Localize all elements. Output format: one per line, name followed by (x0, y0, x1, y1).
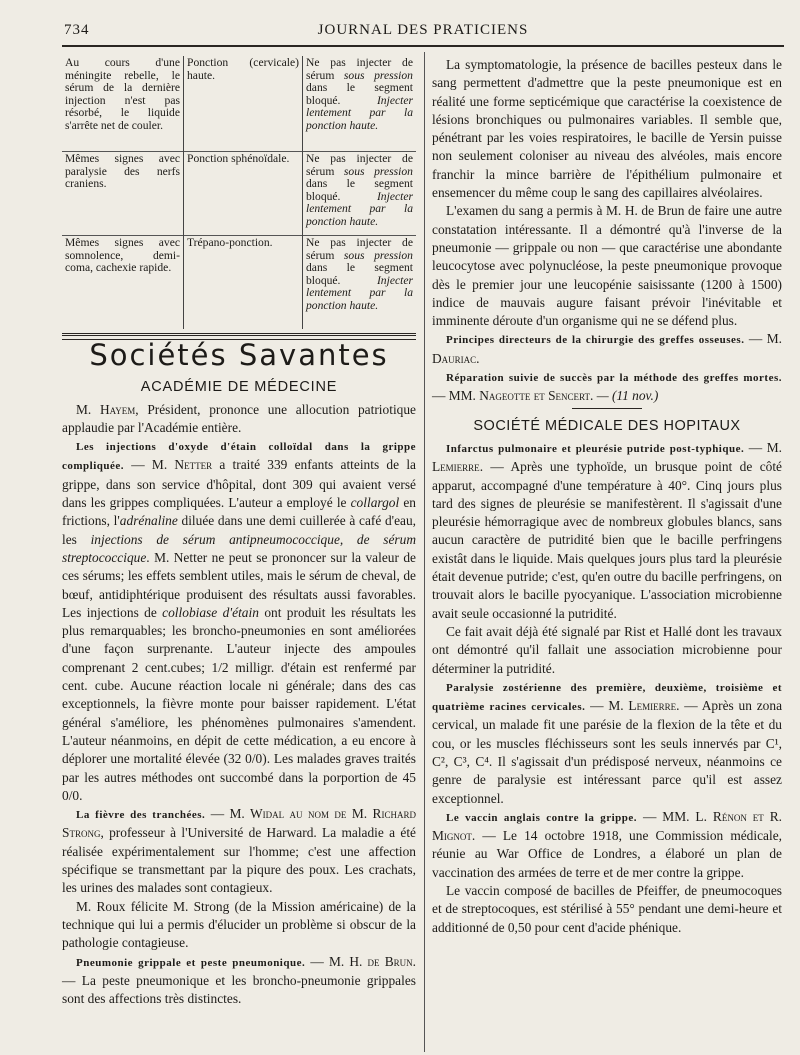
advice-text: dans le segment bloqué. (306, 177, 413, 203)
article-title: Principes directeurs de la chirurgie des greffes osseuses. (446, 334, 745, 347)
table-cell-symptom: Mêmes signes avec somnolence, demi-coma, cachexie rapide. (65, 236, 180, 275)
article-paragraph: Ce fait avait déjà été signalé par Rist et Hallé dont les travaux ont démontré qu'il fallait une association microbienne pour déterminer la putridité. (432, 623, 782, 676)
table-cell-symptom: Mêmes signes avec paralysie des nerfs craniens. (65, 152, 180, 191)
article-title: Pneumonie grippale et peste pneumonique. (76, 956, 306, 969)
paragraph-text: . — Après une typhoïde, un brusque point de côté apparut, accompagné d'une température à 40°. Cinq jours plus tard des signes de pleurésie se manifestèrent. Il s'agissait d'une pleurésie hémorragique avec de nombreux globules blancs, sans aucun caractère de putridité bien que le bacille perfringens existât dans le liquide. Mais quelques jours plus tard la pleurésie était devenue putride; c'est, qu'en outre du bacille perfringens, on trouvait alors le bacille pyocyanique. L'association microbienne avait seule occasionné la putridité. (432, 459, 782, 621)
article-author: — M. Lemierre (432, 439, 782, 475)
italic-term: collargol (350, 495, 400, 511)
paragraph-text: en frictions, l' (62, 495, 416, 529)
article-paragraph (432, 808, 782, 882)
hopitaux-heading: SOCIÉTÉ MÉDICALE DES HOPITAUX (473, 417, 741, 434)
advice-text: dans le segment bloqué. (306, 261, 413, 287)
advice-text: Ne pas injecter de sérum (306, 152, 413, 178)
article-paragraph (62, 437, 416, 805)
table-cell-puncture: Ponction (cervicale) haute. (187, 56, 299, 82)
table-cell-advice (303, 56, 417, 152)
paragraph-text: . — Après un zona cervical, un malade fit une parésie de la flexion de la tête et du cou, or les muscles fléchisseurs sont les seuls innervés par C¹, C², C³, C⁴. Il s'agissait d'un prédisposé nerveux, néanmoins ce genre de paralysie est intéressant parce qu'il est assez exceptionnel. (432, 698, 783, 806)
advice-italic: Injecter lentement par la ponction haute. (306, 189, 413, 228)
article-paragraph: La symptomatologie, la présence de bacilles pesteux dans le sang permettent d'admettre que la peste pneumonique est en réalité une forme septicémique que caractérise la coexistence de lésions bronchiques ou pulmonaires variables. Il semble que, pénétrant par les voies respiratoires, le bacille de Yersin puisse non seulement coloniser au niveau des alvéoles, mais encore franchir la mince barrière de l'épithélium pulmonaire et ensemencer du même coup le sang des capillaires alvéolaires. (432, 57, 782, 201)
table-cell-symptom: Au cours d'une méningite rebelle, le sérum de la dernière injection n'est pas résorbé, le liquide s'arrête net de couler. (65, 56, 180, 132)
paragraph-text: , professeur à l'Université de Harward. La maladie a été réalisée expérimentalement sur l'homme; c'est une affection spécifique se transmettant par la piqure des poux. Les crachats, les urines des malades sont contagieux. (62, 825, 416, 896)
article-author: — MM. Nageotte et Sencert. (432, 388, 594, 404)
italic-term: collobiase d'étain (162, 604, 259, 620)
paragraph-text: , Président, prononce une allocution patriotique applaudie par l'Académie entière. (62, 401, 416, 435)
article-title: La fièvre des tranchées. (76, 809, 206, 822)
article-paragraph: L'examen du sang a permis à M. H. de Brun de faire une autre constatation intéressante. Il a démontré qu'à l'inverse de la pneumonie — grippale ou non — que caractérise une abondante leucocytose avec polynucléose, la peste pneumonique provoque dès le premier jour une leucopénie saisissante (1200 à 1500) indice de mauvais augure faisant prévoir l'inévitable et imminente déroute d'un organisme qui ne se défend plus. (432, 203, 782, 329)
page-number: 734 (64, 22, 90, 38)
paragraph-text: . — La peste pneumonique et les broncho-pneumonie grippales sont des affections très distinctes. (62, 953, 416, 1007)
puncture-table (62, 56, 416, 329)
article-title: Le vaccin anglais contre la grippe. (446, 811, 638, 824)
article-author: — M. Lemierre (585, 698, 677, 714)
article-paragraph (62, 953, 416, 1009)
running-header (64, 22, 782, 42)
paragraph-text: . — Le 14 octobre 1918, une Commission médicale, réunie au War Office de Londres, a élaboré un plan de vaccination des armées de terre et de mer contre la grippe. (432, 828, 782, 880)
table-cell-puncture: Trépano-ponction. (187, 236, 273, 249)
article-author: — M. H. de Brun (305, 953, 413, 969)
table-row (62, 56, 416, 152)
article-paragraph (432, 368, 782, 406)
table-cell-advice (303, 152, 417, 236)
article-title: Les injections d'oxyde d'étain colloïdal dans la grippe compliquée. (62, 441, 416, 473)
left-column (62, 56, 416, 1008)
section-title: Sociétés Savantes (89, 338, 389, 372)
italic-term: adrénaline (119, 513, 178, 529)
article-paragraph (432, 439, 782, 623)
table-row (62, 152, 416, 236)
article-paragraph: Le vaccin composé de bacilles de Pfeiffer, de pneumocoques et de streptocoques, est stérilisé à 55° pendant une demi-heure et additionné de 0,50 pour cent d'acide phénique. (432, 883, 782, 935)
article-title: Réparation suivie de succès par la méthode des greffes mortes. (446, 372, 782, 385)
author-name: M. Hayem (76, 401, 136, 417)
advice-text: Ne pas injecter de sérum (306, 236, 413, 262)
article-paragraph (62, 805, 416, 897)
advice-text: Ne pas injecter de sérum (306, 56, 413, 82)
right-column (432, 56, 782, 937)
paragraph-text: . M. Netter ne peut se prononcer sur la valeur de ces sérums; les effets semblent utiles, mais le sérum de cheval, de bœuf, antidiphtérique produisent des résultats aussi favorables. Les injections de (62, 549, 416, 620)
article-paragraph (432, 330, 782, 368)
paragraph-text: ont produit les résultats les plus remarquables; les broncho-pneumonies en sont améliorées d'une façon surprenante. L'auteur injecte des ampoules comprenant 2 cent.cubes; 1/2 milligr. d'étain est renfermé par cent. cube. Aucune réaction locale ni générale; dans des cas exceptionnels, la fièvre monte pour baisser rapidement. L'état général s'améliore, les phénomènes pulmonaires s'amendent. L'auteur néanmoins, en dépit de cette médication, a eu encore à déplorer une mortalité élevée (32 0/0). Les malades graves traités par les autres méthodes ont succombé dans la porportion de 45 0/0. (62, 604, 416, 803)
table-row (62, 236, 416, 330)
header-rule (62, 45, 784, 47)
academie-heading: ACADÉMIE DE MÉDECINE (140, 379, 338, 396)
article-title: Paralysie zostérienne des première, deuxième, troisième et quatrième racines cervicales. (432, 681, 782, 714)
article-author: — M. Netter (124, 457, 213, 473)
italic-term: injections de sérum antipneumococcique, de sérum streptococcique (62, 531, 416, 565)
article-author: — M. Dauriac. (432, 331, 783, 366)
article-date: — (11 nov.) (593, 388, 659, 404)
advice-italic: Injecter lentement par la ponction haute. (306, 93, 413, 132)
article-author: — MM. L. Rénon et R. Mignot (432, 808, 782, 844)
advice-italic: sous pression (343, 248, 413, 262)
intro-paragraph (62, 401, 416, 438)
table-cell-advice (303, 236, 417, 330)
article-paragraph (432, 678, 782, 808)
article-title: Infarctus pulmonaire et pleurésie putride post-typhique. (446, 442, 745, 455)
advice-italic: sous pression (343, 164, 413, 178)
article-author: — M. Widal au nom de M. Richard Strong (62, 806, 416, 841)
table-cell-puncture: Ponction sphénoïdale. (187, 152, 290, 165)
paragraph-text: diluée dans une demi cuillerée à café d'eau, les (62, 513, 417, 547)
advice-italic: Injecter lentement par la ponction haute. (306, 273, 413, 312)
advice-text: dans le segment bloqué. (306, 81, 413, 107)
article-paragraph: M. Roux félicite M. Strong (de la Mission américaine) de la technique qui lui a permis d'élucider un problème si obscur de la pathologie contagieuse. (62, 898, 416, 951)
journal-title: JOURNAL DES PRATICIENS (317, 22, 529, 38)
section-short-rule (572, 408, 642, 409)
advice-italic: sous pression (343, 68, 413, 82)
column-divider (424, 52, 425, 1052)
paragraph-text: a traité 339 enfants atteints de la grippe, dans son service d'hôpital, dont 309 qui avaient versé dans les grippes compliquées. L'auteur a employé le (62, 457, 416, 511)
